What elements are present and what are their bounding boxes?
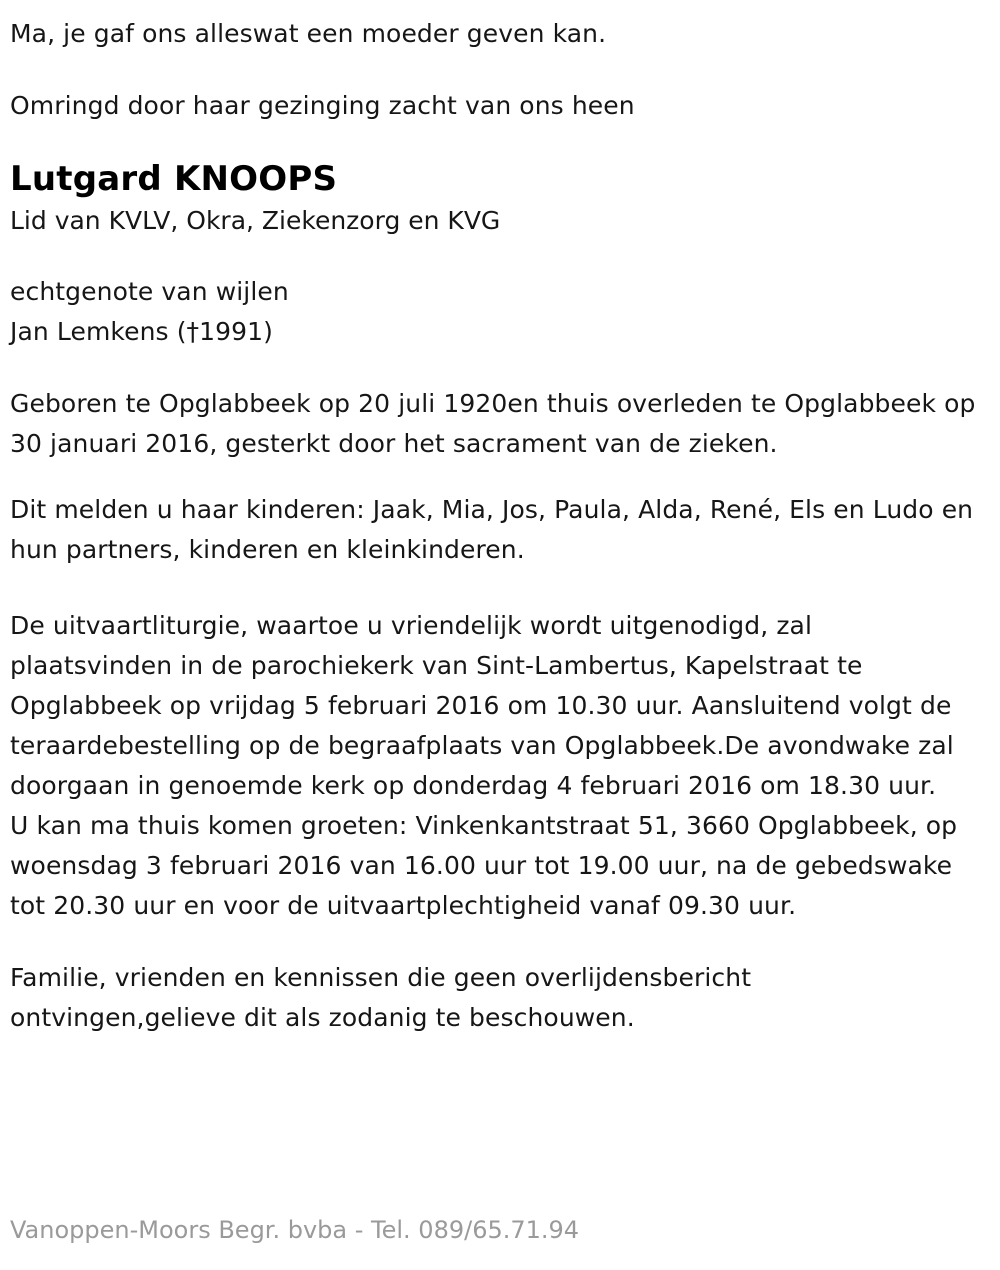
spacer [10, 926, 982, 958]
spacer [10, 240, 982, 272]
spouse-name: Jan Lemkens (†1991) [10, 317, 274, 346]
spacer [10, 464, 982, 490]
service-details-paragraph: De uitvaartliturgie, waartoe u vriendelijk wordt uitgenodigd, zal plaatsvinden in de parochiekerk van Sint-Lambertus, Kapelstraat te Opglabbeek op vrijdag 5 februari 2016 om 10.30 uur. Aansluitend volgt de teraardebestelling op de begraafplaats van Opglabbeek.De avondwake zal doorgaan in genoemde kerk op donderdag 4 februari 2016 om 18.30 uur. [10, 611, 954, 800]
closing-paragraph: Familie, vrienden en kennissen die geen overlijdensbericht ontvingen,gelieve dit als zodanig te beschouwen. [10, 963, 752, 1032]
deceased-memberships: Lid van KVLV, Okra, Ziekenzorg en KVG [10, 206, 501, 235]
birth-death-paragraph: Geboren te Opglabbeek op 20 juli 1920en thuis overleden te Opglabbeek op 30 januari 2016, gesterkt door het sacrament van de zieken. [10, 389, 976, 458]
funeral-home-footer: Vanoppen-Moors Begr. bvba - Tel. 089/65.71.94 [10, 1216, 580, 1244]
spouse-intro: echtgenote van wijlen [10, 277, 289, 306]
spacer [10, 126, 982, 152]
visiting-details-paragraph: U kan ma thuis komen groeten: Vinkenkantstraat 51, 3660 Opglabbeek, op woensdag 3 februari 2016 van 16.00 uur tot 19.00 uur, na de gebedswake tot 20.30 uur en voor de uitvaartplechtigheid vanaf 09.30 uur. [10, 811, 958, 920]
deceased-name: Lutgard KNOOPS [10, 159, 338, 199]
spacer [10, 54, 982, 86]
opening-line-1: Ma, je gaf ons alleswat een moeder geven kan. [10, 19, 607, 48]
announcement-paragraph: Dit melden u haar kinderen: Jaak, Mia, Jos, Paula, Alda, René, Els en Ludo en hun partners, kinderen en kleinkinderen. [10, 495, 974, 564]
opening-line-2: Omringd door haar gezinging zacht van ons heen [10, 91, 635, 120]
spacer [10, 570, 982, 606]
spacer [10, 352, 982, 384]
